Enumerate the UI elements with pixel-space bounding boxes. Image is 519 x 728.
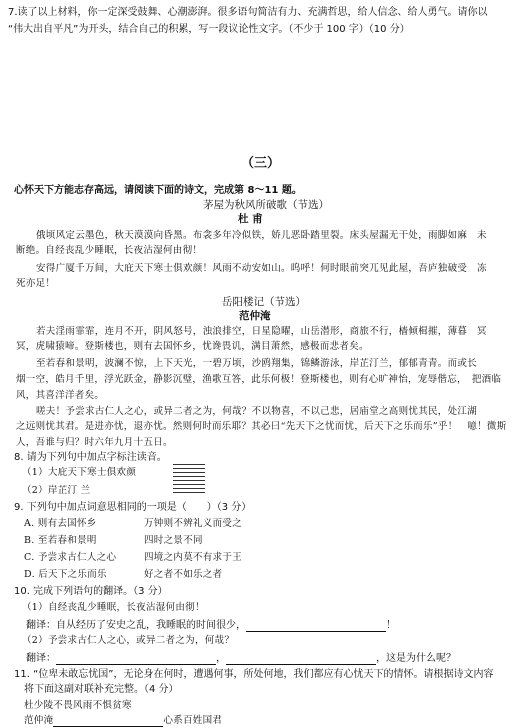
q10-t2-blank-1[interactable] bbox=[56, 653, 216, 665]
q10-t1-end: ！ bbox=[386, 620, 396, 631]
poem2-author: 范仲淹 bbox=[239, 310, 271, 322]
q10-translation-1 bbox=[26, 619, 396, 632]
q9-option-b[interactable]: B. 至若春和景明 bbox=[24, 535, 97, 546]
q10-t1-blank[interactable] bbox=[246, 620, 386, 632]
q7-line1: 7.读了以上材料，你一定深受鼓舞、心潮澎湃。很多语句简洁有力、充满哲思，给人信念、给人勇气。请你以 bbox=[8, 7, 488, 18]
q10-t2-label: 翻译： bbox=[26, 653, 56, 664]
q8-stem: 8. 请为下列句中加点字标注读音。 bbox=[14, 452, 167, 463]
q10-translation-2 bbox=[26, 652, 456, 665]
q9-stem: 9. 下列句中加点词意思相同的一项是（ ）（3 分） bbox=[14, 502, 252, 513]
q10-t2-blank-2[interactable] bbox=[226, 653, 376, 665]
q10-item1: （1）自经丧乱少睡眠，长夜沾湿何由彻！ bbox=[22, 602, 205, 613]
poem2-p3-line1: 嗟夫！予尝求古仁人之心，或异二者之为，何哉？不以物喜，不以己悲，居庙堂之高则忧其民，处江湖 bbox=[36, 406, 478, 417]
poem2-p2-line3: 风，其喜洋洋者矣。 bbox=[16, 390, 105, 401]
q9-option-c[interactable]: C. 予尝求古仁人之心 bbox=[24, 552, 117, 563]
q10-t2-end: ，这是为什么呢？ bbox=[376, 653, 456, 664]
poem2-p3-line3: 人，吾谁与归？时六年九月十五日。 bbox=[16, 437, 173, 448]
q9-option-a-compare: 万钟则不辨礼义而受之 bbox=[144, 518, 243, 529]
poem2-p1-line1: 若夫淫雨霏霏，连月不开，阴风怒号，浊浪排空，日星隐曜，山岳潜形，商旅不行，樯倾楫摧，薄暮 冥 bbox=[36, 326, 487, 337]
q9-option-a[interactable]: A. 则有去国怀乡 bbox=[24, 518, 97, 529]
q10-stem: 10. 完成下列语句的翻译。（3 分） bbox=[14, 586, 168, 597]
q11-line2: 将下面这副对联补充完整。（4 分） bbox=[24, 684, 179, 695]
q8-answer-box-2[interactable] bbox=[173, 480, 205, 496]
poem1-p2-line1: 安得广厦千万间，大庇天下寒士俱欢颜！风雨不动安如山。呜呼！何时眼前突兀见此屋，吾庐独破受 冻 bbox=[36, 263, 487, 274]
poem1-p2-line2: 死亦足！ bbox=[16, 278, 56, 289]
poem1-p1-line1: 俄顷风定云墨色，秋天漠漠向昏黑。布衾多年冷似铁，娇儿恶卧踏里裂。床头屋漏无干处，雨脚如麻 未 bbox=[36, 230, 487, 241]
q8-item1: （1）大庇天下寒士俱欢颜 bbox=[22, 467, 137, 478]
q7-line2: “伟大出自平凡”为开头，结合自己的积累，写一段议论性文字。（不少于 100 字）（10 分） bbox=[8, 24, 410, 35]
q10-item2: （2）予尝求古仁人之心，或异二者之为，何哉？ bbox=[22, 635, 235, 646]
poem1-author: 杜 甫 bbox=[238, 213, 263, 225]
q9-option-c-compare: 四境之内莫不有求于王 bbox=[144, 552, 243, 563]
q11-couplet-1: 杜少陵不畏风雨不惧贫寒 bbox=[24, 700, 132, 711]
poem2-p2-line2: 烟一空，皓月千里，浮光跃金，静影沉璧，渔歌互答，此乐何极！登斯楼也，则有心旷神怡，宠辱偕忘， 把酒临 bbox=[16, 374, 502, 385]
q11-couplet-2-left: 范仲淹 bbox=[24, 715, 54, 726]
q11-couplet-blank[interactable] bbox=[53, 715, 163, 727]
poem1-p1-line2: 断绝。自经丧乱少睡眠，长夜沾湿何由彻！ bbox=[16, 245, 203, 256]
q9-option-d[interactable]: D. 后天下之乐而乐 bbox=[24, 569, 107, 580]
section-title: （三） bbox=[241, 156, 281, 171]
q8-item2: （2）岸芷汀 兰 bbox=[22, 485, 91, 496]
q10-t2-mid: ， bbox=[216, 653, 226, 664]
q11-couplet-2 bbox=[24, 714, 222, 727]
q9-option-d-compare: 好之者不如乐之者 bbox=[144, 569, 223, 580]
poem1-title: 茅屋为秋风所破歌（节选） bbox=[203, 199, 329, 211]
poem2-p3-line2: 之远则忧其君。是进亦忧，退亦忧。然则何时而乐耶？其必曰“先天下之忧而忧，后天下之乐而乐”乎！ 噫！微斯 bbox=[16, 421, 507, 432]
q9-option-b-compare: 四时之景不同 bbox=[144, 535, 203, 546]
poem2-p1-line2: 冥，虎啸猿啼。登斯楼也，则有去国怀乡，忧谗畏讥，满目萧然，感极而悲者矣。 bbox=[16, 341, 369, 352]
q11-couplet-2-right: 心系百姓国君 bbox=[163, 715, 223, 726]
section-intro: 心怀天下方能志存高远，请阅读下面的诗文，完成第 8～11 题。 bbox=[14, 185, 302, 196]
q10-t1-label: 翻译：自从经历了安史之乱，我睡眠的时间很少， bbox=[26, 620, 246, 631]
poem2-title: 岳阳楼记（节选） bbox=[222, 296, 306, 308]
q8-answer-box-1[interactable] bbox=[173, 464, 205, 480]
q11-line1: 11. “位卑未敢忘忧国”，无论身在何时，遭遇何事，所处何地，我们都应有心忧天下的情怀。请根据诗文内容 bbox=[14, 669, 494, 680]
poem2-p2-line1: 至若春和景明，波澜不惊，上下天光，一碧万顷，沙鸥翔集，锦鳞游泳，岸芷汀兰，郁郁青青。而或长 bbox=[36, 358, 478, 369]
